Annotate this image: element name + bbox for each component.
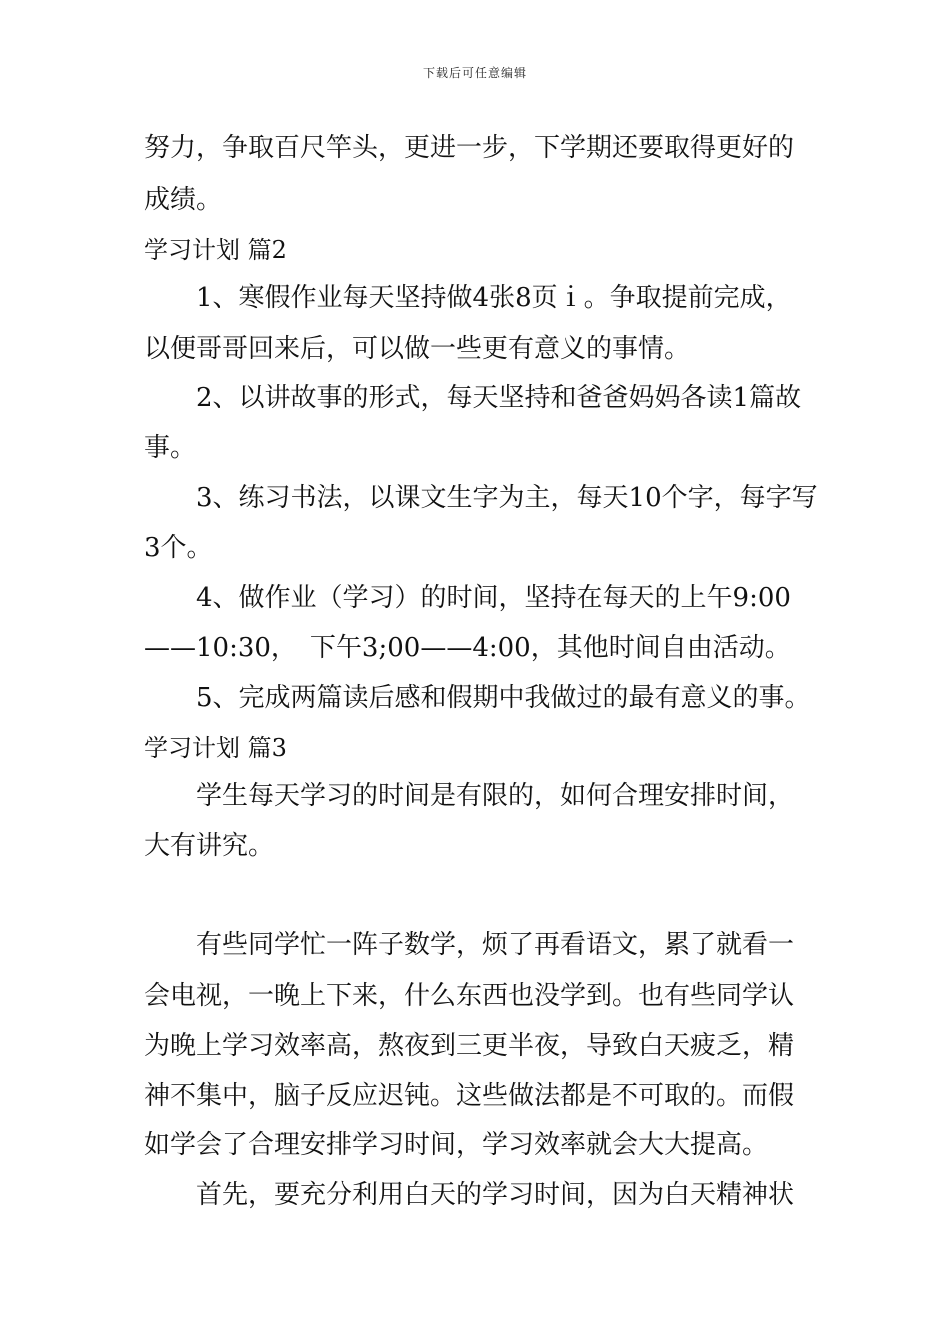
text-line: ——10:30， 下午3;00——4:00，其他时间自由活动。 [144,633,791,663]
text-line: 如学会了合理安排学习时间，学习效率就会大大提高。 [144,1130,769,1160]
text-line: 首先，要充分利用白天的学习时间，因为白天精神状 [196,1180,795,1210]
text-line: 1、寒假作业每天坚持做4张8页ｉ。争取提前完成， [196,283,792,313]
text-line: 事。 [144,433,197,463]
text-line: 神不集中，脑子反应迟钝。这些做法都是不可取的。而假 [144,1081,795,1111]
text-line: 努力，争取百尺竿头，更进一步，下学期还要取得更好的 [144,133,795,163]
text-line: 3、练习书法，以课文生字为主，每天10个字，每字写 [196,483,818,513]
text-line: 有些同学忙一阵子数学，烦了再看语文，累了就看一 [196,930,795,960]
text-line: 成绩。 [144,185,223,215]
header-note: 下载后可任意编辑 [422,66,527,80]
text-line: 3个。 [144,533,213,563]
text-line: 学生每天学习的时间是有限的，如何合理安排时间， [196,781,795,811]
text-line: 大有讲究。 [144,831,275,861]
section-heading: 学习计划 篇2 [144,236,287,264]
text-line: 4、做作业（学习）的时间，坚持在每天的上午9:00 [196,583,791,613]
text-line: 为晚上学习效率高，熬夜到三更半夜，导致白天疲乏，精 [144,1031,795,1061]
text-line: 2、以讲故事的形式，每天坚持和爸爸妈妈各读1篇故 [196,383,802,413]
text-line: 以便哥哥回来后，可以做一些更有意义的事情。 [144,334,691,364]
text-line: 会电视，一晚上下来，什么东西也没学到。也有些同学认 [144,981,795,1011]
text-line: 5、完成两篇读后感和假期中我做过的最有意义的事。 [196,683,811,713]
section-heading: 学习计划 篇3 [144,734,287,762]
